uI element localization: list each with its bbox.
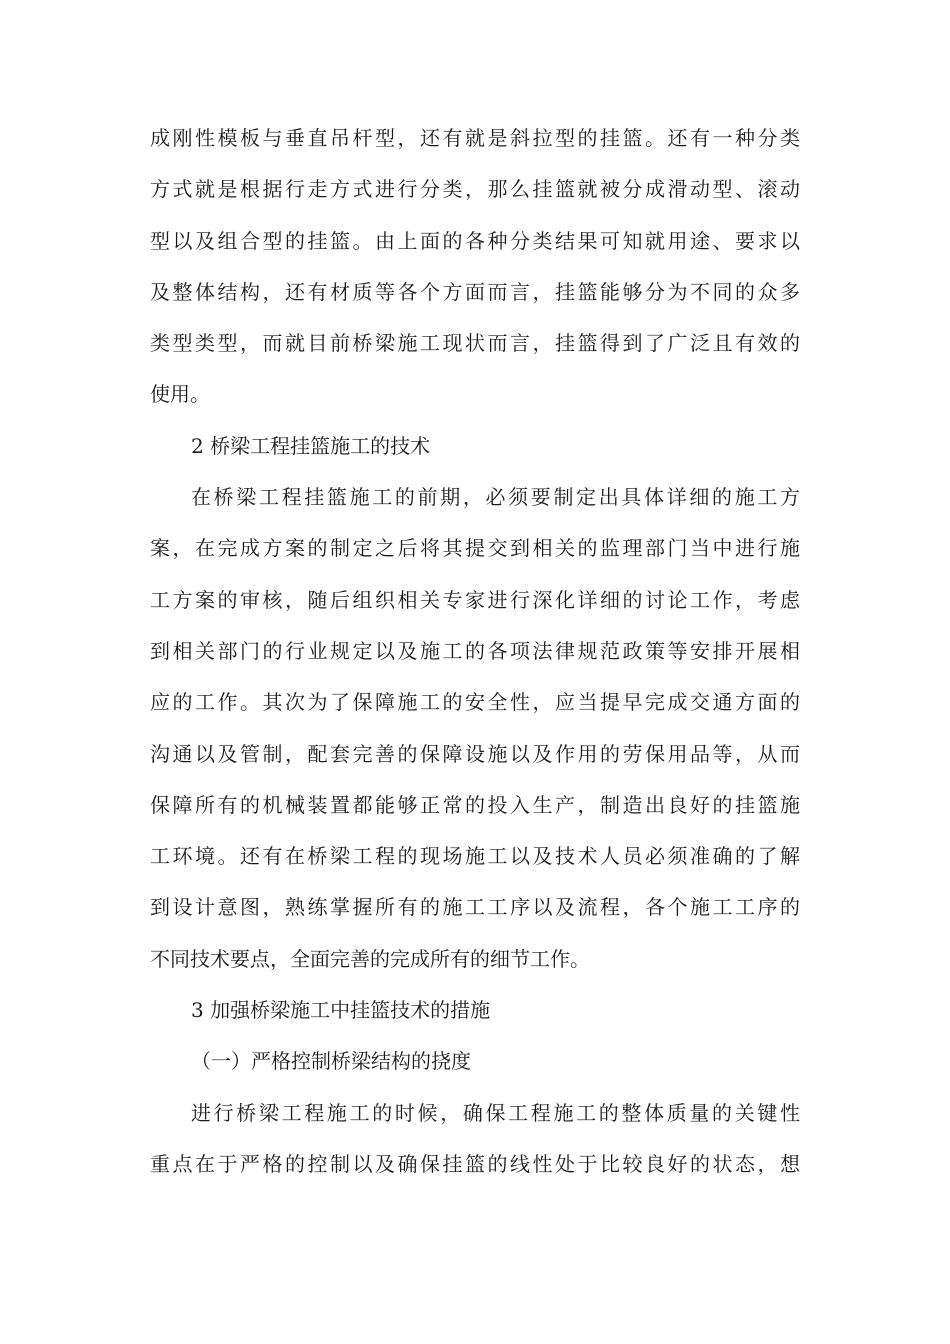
paragraph-section-3 [150, 1088, 800, 1191]
text-line: 类型类型，而就目前桥梁施工现状而言，挂篮得到了广泛且有效的 [150, 331, 800, 356]
text-line: 工环境。还有在桥梁工程的现场施工以及技术人员必须准确的了解 [150, 844, 800, 869]
subsection-heading-1: （一）严格控制桥梁结构的挠度 [191, 1049, 471, 1074]
text-line: 工方案的审核，随后组织相关专家进行深化详细的讨论工作，考虑 [150, 587, 800, 612]
section-heading-2: 2 桥梁工程挂篮施工的技术 [191, 433, 431, 458]
text-line: 案，在完成方案的制定之后将其提交到相关的监理部门当中进行施 [150, 536, 800, 561]
text-line: 型以及组合型的挂篮。由上面的各种分类结果可知就用途、要求以 [150, 228, 800, 253]
paragraph-continuation [150, 113, 800, 421]
text-line: 方式就是根据行走方式进行分类，那么挂篮就被分成滑动型、滚动 [150, 177, 800, 202]
text-line: 沟通以及管制，配套完善的保障设施以及作用的劳保用品等，从而 [150, 741, 800, 766]
text-line: 在桥梁工程挂篮施工的前期，必须要制定出具体详细的施工方 [191, 485, 800, 510]
text-line: 及整体结构，还有材质等各个方面而言，挂篮能够分为不同的众多 [150, 279, 800, 304]
text-line: 应的工作。其次为了保障施工的安全性，应当提早完成交通方面的 [150, 690, 800, 715]
text-line: 成刚性模板与垂直吊杆型，还有就是斜拉型的挂篮。还有一种分类 [150, 126, 800, 150]
text-line: 重点在于严格的控制以及确保挂篮的线性处于比较良好的状态，想 [150, 1151, 800, 1176]
text-line: 到设计意图，熟练掌握所有的施工工序以及流程，各个施工工序的 [150, 895, 800, 920]
paragraph-section-2 [150, 472, 800, 985]
text-line: 不同技术要点，全面完善的完成所有的细节工作。 [150, 946, 590, 971]
text-line: 进行桥梁工程施工的时候，确保工程施工的整体质量的关键性 [191, 1100, 800, 1125]
text-line: 到相关部门的行业规定以及施工的各项法律规范政策等安排开展相 [150, 638, 800, 663]
text-line: 使用。 [150, 382, 210, 407]
document-body [150, 113, 800, 1190]
section-heading-3: 3 加强桥梁施工中挂篮技术的措施 [191, 998, 491, 1023]
text-line: 保障所有的机械装置都能够正常的投入生产，制造出良好的挂篮施 [150, 792, 800, 817]
